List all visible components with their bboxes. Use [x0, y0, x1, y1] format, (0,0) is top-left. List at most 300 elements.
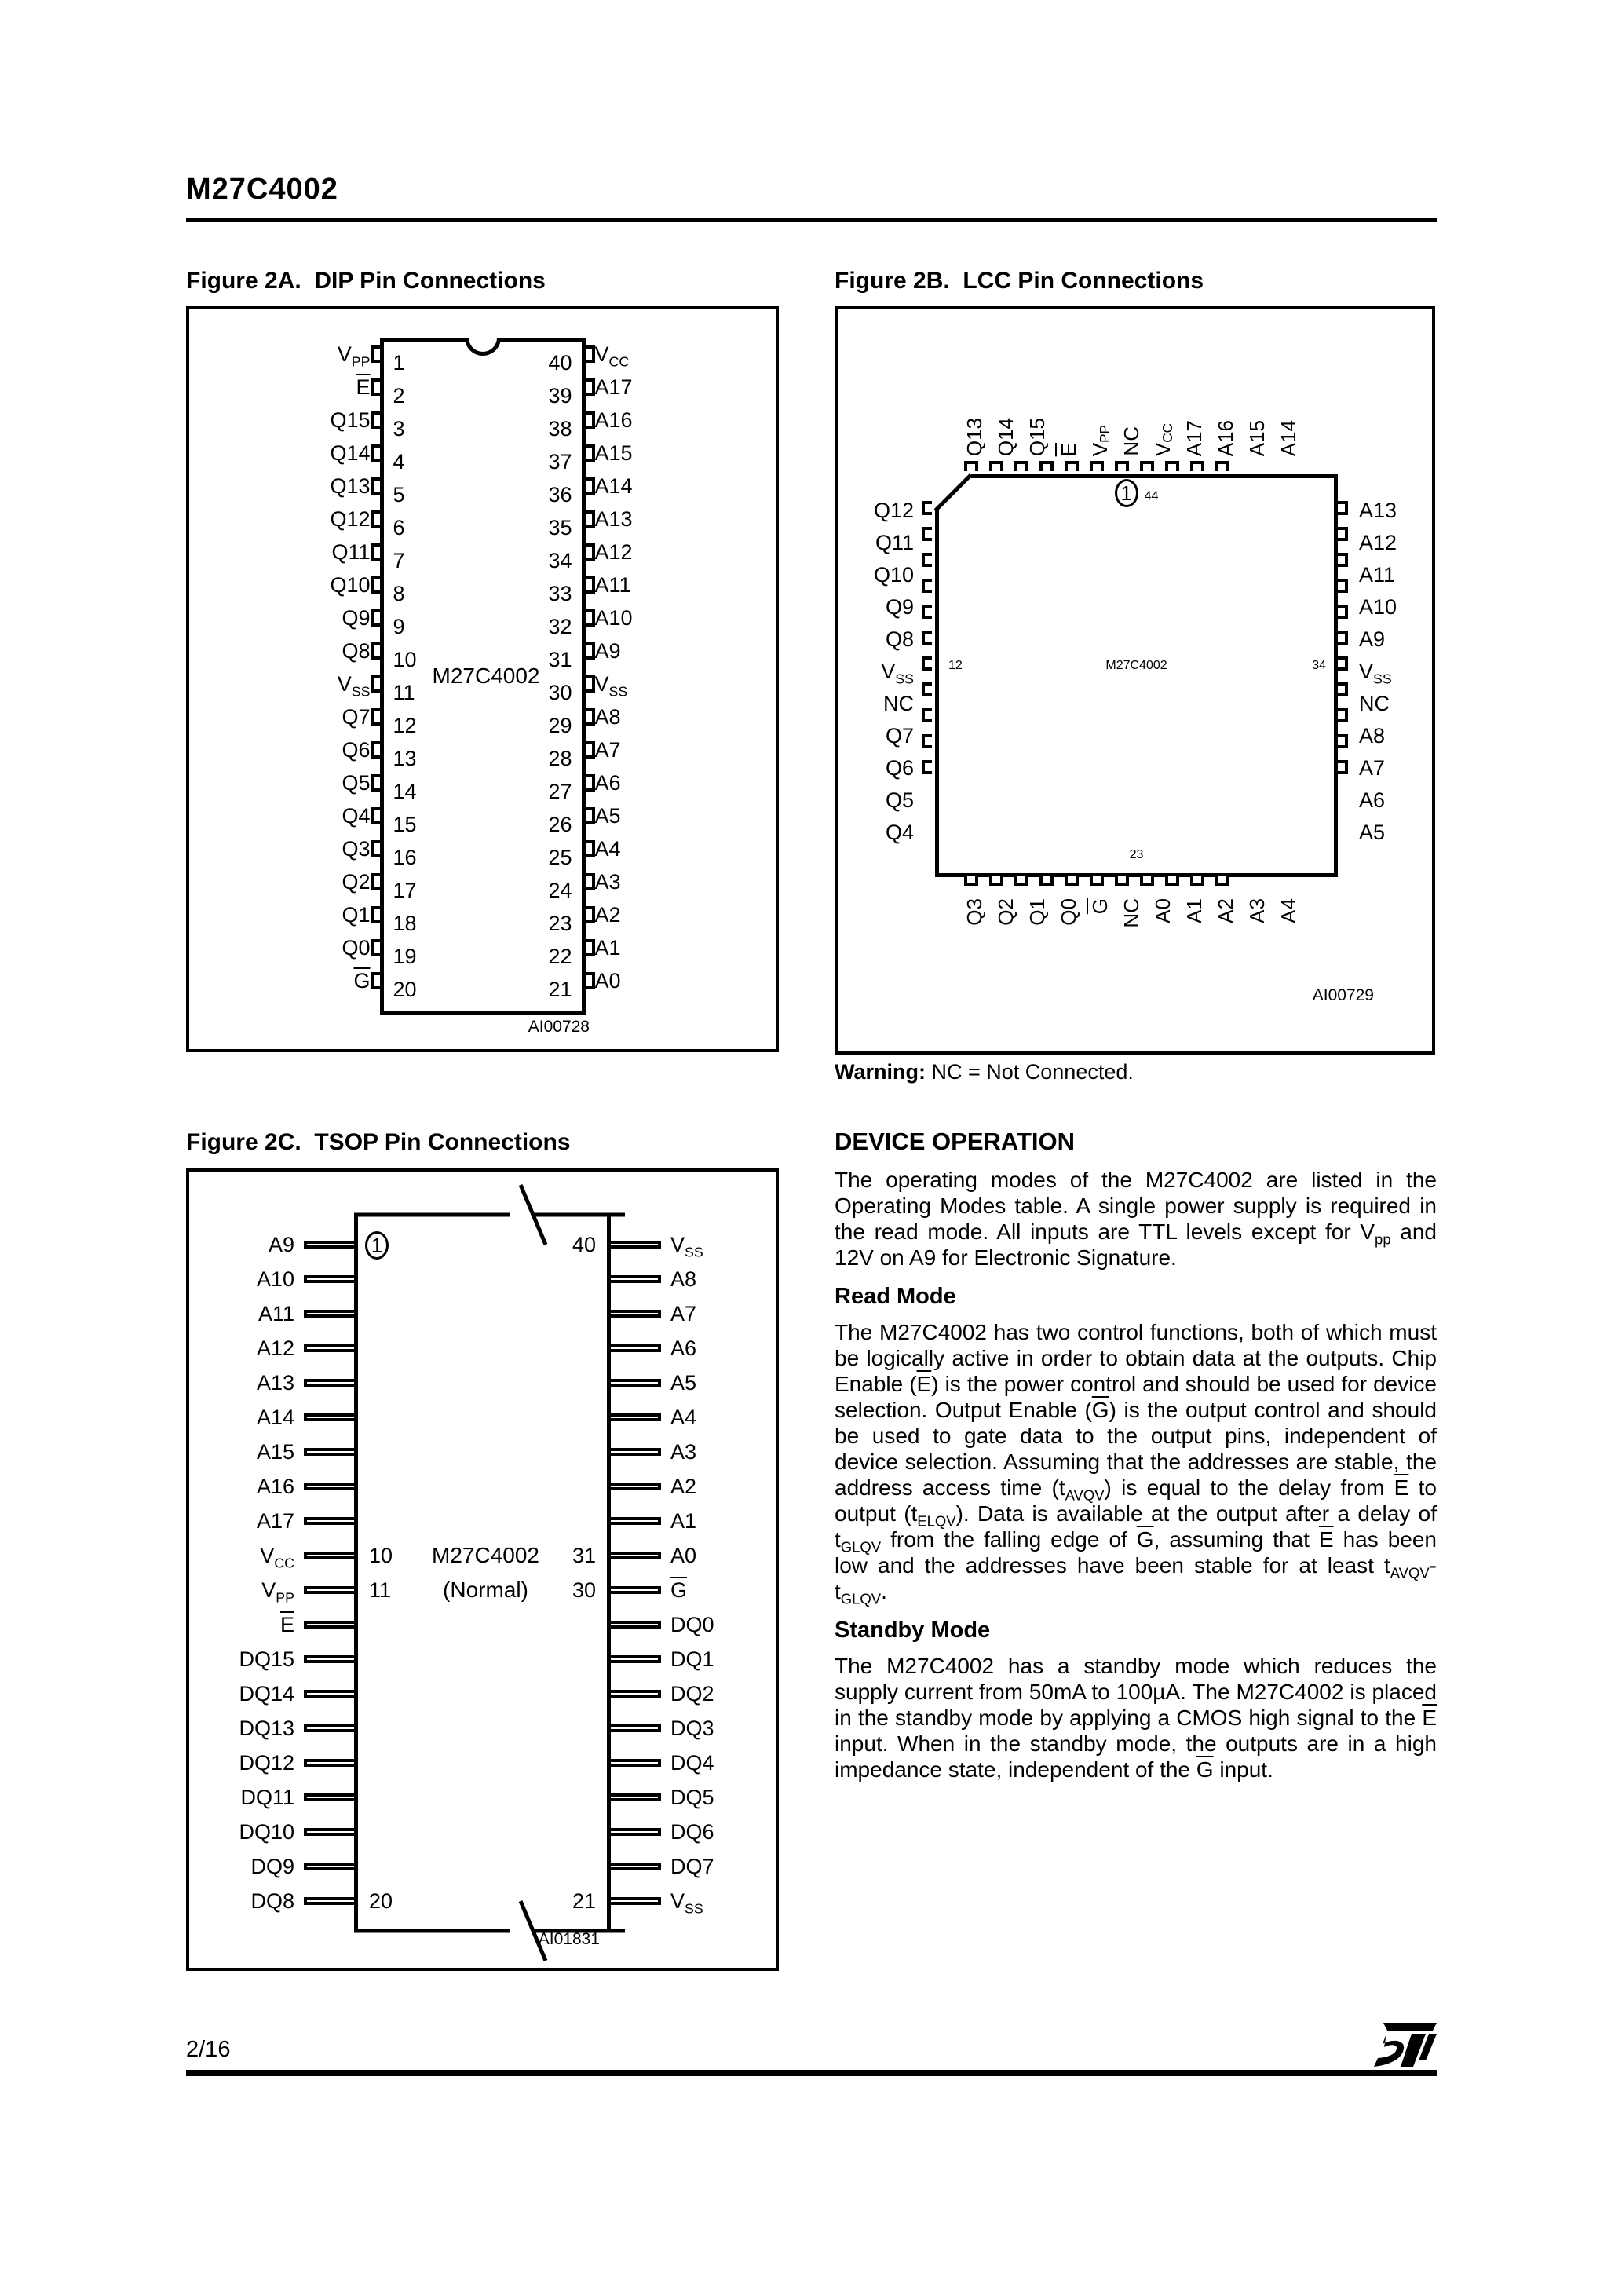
dip-chip-label: M27C4002	[432, 664, 540, 688]
read-mode-paragraph: The M27C4002 has two control functions, both of which must be logically active in order to obtain data at the outputs. Chip Enable $(\overline{E})$ is the power control and should be used for device selection. Output Enable $(\overline{G})$ is the output control and should be used to gate data to the output pins, independent of device selection. Assuming that the addresses are stable, the address access time $(t_{AVQV})$ is equal to the delay from $\overline{E}$ to output $(t_{ELQV})$. Data is available at the output after a delay of $t_{GLQV}$ from the falling edge of $\overline{G}$, assuming that $\overline{E}$ has been low and the addresses have been stable for at least $t_{AVQV}-t_{GLQV}$.	[835, 1320, 1437, 1607]
pin-stub-icon	[586, 972, 595, 989]
lcc-top-labels	[964, 338, 1299, 456]
pin-stub-icon	[611, 1586, 661, 1594]
overline-text: $\overline{E}$	[1318, 1527, 1334, 1552]
pin-number: 31	[572, 1543, 596, 1567]
pin-label	[1214, 898, 1238, 923]
pin-number: 10	[393, 647, 417, 671]
dip-number-row	[384, 412, 582, 445]
pin-label: A15	[594, 441, 633, 465]
pin-label: A0	[594, 968, 621, 993]
dip-number-row	[384, 445, 582, 478]
lcc-left-label-cell	[881, 656, 914, 688]
overline-text: $\overline{E}$	[1394, 1475, 1409, 1500]
figure-2c-code: AI01831	[538, 1930, 600, 1948]
pin-label: $V_{SS}$	[670, 1232, 703, 1260]
pin-label: Q8	[885, 627, 914, 651]
dip-pin-row-right-40	[586, 338, 754, 371]
pin-number: 30	[572, 1578, 596, 1602]
pin-label: Q12	[873, 499, 914, 522]
tsop-pin-row-right	[611, 1331, 776, 1366]
pin-stub-icon	[586, 642, 595, 660]
pin-label: DQ4	[670, 1750, 714, 1775]
pin-number: 8	[393, 581, 405, 605]
pin-label	[280, 1613, 294, 1637]
pin-number: 11	[393, 680, 415, 704]
dip-number-row	[384, 577, 582, 610]
tsop-number-row	[358, 1780, 607, 1815]
pin-number: 26	[548, 812, 572, 836]
dip-pin-row-right-25	[586, 832, 754, 865]
pin-label: $V_{PP}$	[261, 1578, 294, 1605]
dip-pin-row-right-30	[586, 667, 754, 700]
lcc-right-label-cell	[1359, 817, 1385, 849]
nc-warning	[835, 1060, 1134, 1084]
pin-stub-icon	[1338, 579, 1348, 593]
dip-number-row	[384, 742, 582, 775]
subscript-text: pp	[1375, 1230, 1391, 1248]
subscript-text: GLQV	[840, 1538, 882, 1556]
pin-stub-icon	[304, 1413, 354, 1421]
pin-label: A0	[670, 1543, 697, 1567]
dip-pin-row-right-33	[586, 569, 754, 601]
pin-stub-icon	[371, 774, 380, 792]
pin-label: A16	[256, 1474, 294, 1498]
pin-stub-icon	[611, 1621, 661, 1629]
pin-label: Q0	[1056, 898, 1080, 926]
tsop-pin-row-right	[611, 1262, 776, 1296]
pin-stub-icon	[1338, 734, 1348, 748]
tsop-pin-row-left	[189, 1296, 354, 1331]
pin-label	[1057, 443, 1080, 456]
lcc-pin44-number: 44	[1144, 489, 1159, 503]
pin-number: 33	[548, 581, 572, 605]
standby-mode-paragraph: The M27C4002 has a standby mode which reduces the supply current from 50mA to 100µA. The M27C4002 is placed in the standby mode by applying a CMOS high signal to the $\overline{E}$ input. When in the standby mode, the outputs are in a high impedance state, independent of the $\overline{G}$ input.	[835, 1654, 1437, 1782]
lcc-left-label-cell	[886, 623, 914, 656]
pin-label: $V_{SS}$	[1359, 660, 1392, 687]
tsop-pin-row-left	[189, 1573, 354, 1607]
page-title: M27C4002	[186, 173, 338, 206]
pin-stub-icon	[586, 444, 595, 462]
pin-stub-icon	[611, 1690, 661, 1698]
subscript-text: CC	[608, 353, 630, 369]
dip-pin-row-left-4	[211, 437, 380, 470]
pin-label: A11	[594, 572, 631, 597]
lcc-right-label-cell	[1359, 720, 1385, 752]
figure-2a-caption: Figure 2A. DIP Pin Connections	[186, 268, 546, 294]
pin-number: 28	[548, 746, 572, 770]
tsop-pin-row-right	[611, 1227, 776, 1262]
tsop-number-row	[358, 1227, 607, 1262]
pin-label: DQ13	[239, 1716, 294, 1740]
pin-label	[356, 375, 370, 400]
lcc-left-label-cell	[875, 527, 914, 559]
pin-stub-icon	[371, 609, 380, 627]
pin-label: A11	[258, 1301, 294, 1325]
tsop-pin-row-left	[189, 1642, 354, 1676]
pin-label: A13	[594, 506, 633, 531]
pin-label: Q2	[342, 869, 371, 894]
pin-number: 21	[572, 1888, 596, 1913]
pin-stub-icon	[586, 708, 595, 726]
pin-number: 1	[393, 350, 405, 375]
pin-label: $V_{PP}$	[337, 342, 371, 369]
dip-pin-row-right-35	[586, 503, 754, 536]
dip-number-row	[384, 907, 582, 940]
dip-pin-row-left-18	[211, 898, 380, 931]
pin-stub-icon	[1338, 760, 1348, 774]
pin-stub-icon	[1190, 876, 1204, 886]
lcc-top-label-cell	[1027, 338, 1047, 456]
pin-number: 3	[393, 416, 405, 441]
pin-label: A17	[256, 1508, 294, 1533]
pin-label: A5	[1359, 821, 1386, 844]
subscript-text: SS	[1373, 671, 1392, 687]
pin-stub-icon	[1338, 501, 1348, 515]
dip-pin-row-left-8	[211, 569, 380, 601]
pin-number: 11	[369, 1578, 392, 1602]
lcc-pin1-marker	[935, 479, 1338, 507]
pin-stub-icon	[611, 1310, 661, 1318]
pin-label: A13	[1359, 499, 1397, 522]
pin-stub-icon	[304, 1448, 354, 1456]
tsop-pin-row-right	[611, 1504, 776, 1538]
dip-pin-row-left-15	[211, 799, 380, 832]
pin-label	[963, 418, 987, 456]
pin-label: Q10	[330, 572, 371, 597]
pin-stub-icon	[586, 807, 595, 824]
pin-number: 35	[548, 515, 572, 539]
pin-stub-icon	[586, 939, 595, 956]
pin-stub-icon	[1215, 876, 1229, 886]
pin-stub-icon	[1338, 631, 1348, 645]
pin-stub-icon	[922, 708, 932, 722]
pin-number: 12	[393, 713, 417, 737]
dip-pin-row-left-6	[211, 503, 380, 536]
overline-text: $\overline{E}$	[279, 1612, 294, 1636]
pin-label: Q5	[342, 770, 371, 795]
pin-stub-icon	[1190, 461, 1204, 471]
lcc-bottom-label-cell	[1058, 898, 1079, 1016]
pin-label: A9	[594, 638, 621, 663]
lcc-top-label-cell	[995, 338, 1016, 456]
pin-stub-icon	[304, 1621, 354, 1629]
pin-number: 21	[548, 977, 572, 1001]
tsop-pin-row-right	[611, 1573, 776, 1607]
lcc-left-labels	[838, 495, 914, 849]
pin-number: 13	[393, 746, 417, 770]
pin-number: 39	[548, 383, 572, 408]
pin-number: 15	[393, 812, 417, 836]
pin-stub-icon	[1090, 461, 1104, 471]
pin-number: 40	[548, 350, 572, 375]
pin-stub-icon	[371, 576, 380, 594]
pin-label: A15	[256, 1439, 294, 1464]
pin-stub-icon	[586, 543, 595, 561]
page-number: 2/16	[186, 2037, 231, 2062]
pin-label: $V_{SS}$	[881, 660, 914, 687]
dip-pin-row-right-39	[586, 371, 754, 404]
lcc-right-label-cell	[1359, 784, 1385, 817]
lcc-top-label-cell	[1215, 338, 1236, 456]
pin-label: A1	[670, 1508, 697, 1533]
pin-label	[670, 1578, 687, 1603]
pin-label: A0	[1150, 898, 1174, 923]
dip-pin-row-right-27	[586, 766, 754, 799]
subscript-text: SS	[895, 671, 914, 687]
pin-label: NC	[883, 692, 914, 715]
pin-label	[1120, 426, 1144, 456]
subscript-text: AVQV	[1065, 1486, 1105, 1504]
pin-stub-icon	[371, 906, 380, 923]
pin-label: Q14	[330, 441, 371, 465]
lcc-top-label-cell	[1278, 338, 1299, 456]
pin-label: DQ15	[239, 1647, 294, 1671]
pin-stub-icon	[611, 1483, 661, 1490]
dip-pin-row-left-14	[211, 766, 380, 799]
tsop-pin-row-left	[189, 1746, 354, 1780]
pin-stub-icon	[989, 461, 1003, 471]
pin-label	[1151, 898, 1175, 923]
pin-number: 31	[548, 647, 572, 671]
pin-stub-icon	[586, 345, 595, 363]
pin-label: $V_{CC}$	[260, 1543, 294, 1570]
lcc-right-label-cell	[1359, 495, 1397, 527]
subscript-text: SS	[351, 682, 371, 699]
tsop-pin-row-left	[189, 1262, 354, 1296]
tsop-number-row	[358, 1366, 607, 1400]
lcc-top-label-cell	[1058, 338, 1079, 456]
dip-pin-row-left-16	[211, 832, 380, 865]
subscript-text: CC	[1159, 422, 1175, 443]
pin-label: A9	[1359, 627, 1386, 651]
tsop-number-row	[358, 1607, 607, 1642]
lcc-top-label-cell	[964, 338, 985, 456]
dip-number-row	[384, 874, 582, 907]
pin-label: Q0	[342, 935, 371, 960]
dip-pin-row-left-17	[211, 865, 380, 898]
pin-label: DQ8	[250, 1888, 294, 1913]
standby-mode-heading: Standby Mode	[835, 1618, 991, 1643]
pin-label	[1088, 898, 1112, 914]
subscript-text: PP	[276, 1589, 294, 1605]
pin-stub-icon	[1039, 461, 1054, 471]
pin-stub-icon	[1065, 876, 1079, 886]
pin-stub-icon	[371, 840, 380, 857]
pin-label: Q11	[331, 539, 371, 564]
lcc-package-body	[935, 474, 1338, 877]
warning-label: Warning:	[835, 1060, 926, 1084]
lcc-left-label-cell	[886, 817, 914, 849]
pin-label: DQ7	[670, 1854, 714, 1878]
tsop-number-row	[358, 1469, 607, 1504]
tsop-pin-row-right	[611, 1711, 776, 1746]
pin-label: A17	[594, 375, 633, 399]
pin-stub-icon	[611, 1275, 661, 1283]
pin-label: A3	[670, 1439, 697, 1464]
pin-label: Q3	[962, 898, 986, 926]
pin-stub-icon	[1140, 461, 1154, 471]
pin-stub-icon	[922, 631, 932, 645]
lcc-top-label-cell	[1087, 338, 1112, 456]
dip-pin-row-right-32	[586, 601, 754, 634]
dip-pin-row-left-5	[211, 470, 380, 503]
pin-label: DQ6	[670, 1819, 714, 1844]
pin-label: A11	[1359, 563, 1396, 587]
pin-stub-icon	[304, 1310, 354, 1318]
pin-number: 22	[548, 944, 572, 968]
pin-label: Q9	[342, 605, 371, 630]
overline-text: G	[1087, 898, 1112, 915]
dip-pin-row-right-23	[586, 898, 754, 931]
pin-label: A4	[670, 1405, 697, 1429]
lcc-pin12-number: 12	[948, 659, 963, 672]
lcc-left-label-cell	[886, 752, 914, 784]
pin-label: Q5	[885, 788, 914, 812]
pin-label: NC	[1119, 898, 1143, 928]
pin-label: DQ11	[240, 1785, 294, 1809]
pin-label: A9	[268, 1232, 294, 1256]
pin-stub-icon	[586, 378, 595, 396]
pin-label	[1025, 418, 1050, 456]
pin-label: Q1	[1025, 898, 1049, 926]
pin-label: $V_{SS}$	[337, 671, 371, 699]
pin-label: Q4	[342, 803, 371, 828]
pin-stub-icon	[371, 510, 380, 528]
pin-stub-icon	[922, 579, 932, 593]
pin-stub-icon	[586, 576, 595, 594]
pin-stub-icon	[304, 1793, 354, 1801]
tsop-number-row	[358, 1504, 607, 1538]
lcc-right-label-cell	[1359, 527, 1397, 559]
dip-pin-row-left-20	[211, 964, 380, 997]
pin-stub-icon	[371, 675, 380, 693]
lcc-left-label-cell	[883, 688, 914, 720]
lcc-right-label-cell	[1359, 688, 1390, 720]
lcc-right-label-cell	[1359, 656, 1392, 688]
pin-stub-icon	[371, 873, 380, 890]
pin-number: 36	[548, 482, 572, 506]
pin-label: $V_{CC}$	[1150, 422, 1175, 456]
pin-label: A16	[594, 408, 633, 432]
pin-stub-icon	[1215, 461, 1229, 471]
pin-stub-icon	[964, 461, 978, 471]
pin-stub-icon	[586, 774, 595, 792]
dip-pin-row-left-7	[211, 536, 380, 569]
pin-label: A12	[1359, 531, 1397, 554]
tsop-pin-row-right	[611, 1607, 776, 1642]
lcc-right-label-cell	[1359, 591, 1397, 623]
pin-stub-icon	[371, 741, 380, 759]
lcc-top-label-cell	[1121, 338, 1142, 456]
pin-label	[1214, 420, 1238, 456]
pin-stub-icon	[304, 1275, 354, 1283]
pin-label: A8	[1359, 724, 1386, 748]
dip-number-row	[384, 775, 582, 808]
pin-stub-icon	[611, 1552, 661, 1559]
tsop-number-row	[358, 1711, 607, 1746]
pin-label: A3	[1244, 898, 1269, 923]
tsop-pin-row-right	[611, 1400, 776, 1435]
dip-pin-row-right-34	[586, 536, 754, 569]
lcc-right-label-cell	[1359, 623, 1385, 656]
subscript-text: SS	[608, 682, 628, 699]
lcc-bottom-label-cell	[1121, 898, 1142, 1016]
pin-label: DQ5	[670, 1785, 714, 1809]
overline-text: E	[1056, 442, 1080, 456]
lcc-bottom-label-cell	[995, 898, 1016, 1016]
lcc-chip-label: M27C4002	[1105, 659, 1167, 672]
pin-stub-icon	[371, 411, 380, 429]
pin-label: NC	[1119, 426, 1143, 456]
tsop-pin-row-right	[611, 1435, 776, 1469]
pin-stub-icon	[922, 501, 932, 515]
dip-pin-row-right-21	[586, 964, 754, 997]
pin-label: $V_{SS}$	[670, 1888, 703, 1916]
tsop-pin-row-left	[189, 1227, 354, 1262]
st-logo	[1371, 2023, 1437, 2068]
pin-number: 14	[393, 779, 417, 803]
dip-pin-row-left-9	[211, 601, 380, 634]
pin-stub-icon	[586, 510, 595, 528]
pin-label: DQ10	[239, 1819, 294, 1844]
dip-number-row	[384, 973, 582, 1006]
subscript-text: SS	[685, 1899, 703, 1916]
pin-stub-icon	[304, 1483, 354, 1490]
tsop-pin-row-right	[611, 1780, 776, 1815]
footer-rule	[186, 2070, 1437, 2076]
pin-stub-icon	[586, 477, 595, 495]
pin-stub-icon	[964, 876, 978, 886]
pin-stub-icon	[611, 1863, 661, 1870]
pin-label: A7	[1359, 756, 1386, 780]
pin-stub-icon	[304, 1863, 354, 1870]
lcc-bottom-label-cell	[1150, 898, 1174, 1016]
lcc-diagram	[838, 309, 1432, 1051]
dip-number-row	[384, 478, 582, 511]
pin-label	[1151, 423, 1175, 456]
dip-number-row	[384, 841, 582, 874]
pin-stub-icon	[1065, 461, 1079, 471]
dip-pin-row-left-12	[211, 700, 380, 733]
pin-stub-icon	[922, 760, 932, 774]
tsop-number-row	[358, 1676, 607, 1711]
pin-stub-icon	[1338, 527, 1348, 541]
tsop-number-row	[358, 1884, 607, 1918]
pin-label: $V_{SS}$	[594, 671, 628, 699]
dip-pin-row-right-26	[586, 799, 754, 832]
pin-stub-icon	[304, 1517, 354, 1525]
pin-label	[963, 898, 987, 926]
tsop-number-row	[358, 1642, 607, 1676]
overline-text: $\overline{E}$	[356, 375, 371, 399]
tsop-pin-row-left	[189, 1435, 354, 1469]
pin-stub-icon	[586, 906, 595, 923]
lcc-left-label-cell	[886, 591, 914, 623]
warning-text: NC = Not Connected.	[925, 1060, 1134, 1084]
dip-number-row	[384, 709, 582, 742]
pin-number: 16	[393, 845, 417, 869]
dip-pin-row-right-38	[586, 404, 754, 437]
pin-stub-icon	[371, 345, 380, 363]
lcc-bottom-labels	[964, 898, 1299, 1016]
pin-stub-icon	[371, 642, 380, 660]
pin-label: A7	[670, 1301, 697, 1325]
tsop-pin-row-left	[189, 1884, 354, 1918]
dip-pin-row-right-31	[586, 634, 754, 667]
pin-label: A2	[670, 1474, 697, 1498]
dip-number-row	[384, 808, 582, 841]
